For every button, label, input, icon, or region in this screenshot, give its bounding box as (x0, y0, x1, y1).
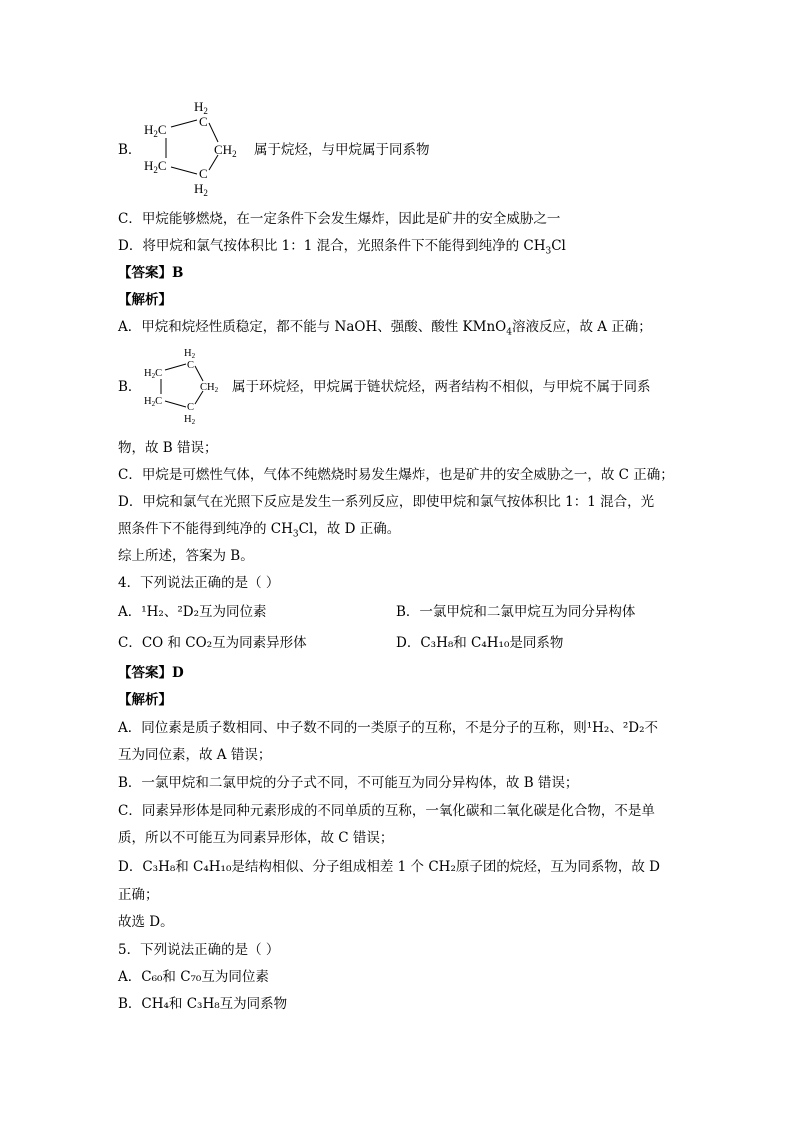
cyclopentane-structure-1 (142, 96, 252, 200)
analysis-2-c-line1: C．同素异形体是同种元素形成的不同单质的互称，一氧化碳和二氧化碳是化合物，不是单 (118, 803, 655, 819)
analysis-2-b: B．一氯甲烷和二氯甲烷的分子式不同，不可能互为同分异构体，故 B 错误； (118, 775, 579, 791)
atom-ch2-right: $CH_2$ (214, 142, 237, 159)
analysis-2-d-line2: 正确； (118, 887, 159, 903)
cyclopentane-structure-2 (142, 344, 232, 426)
analysis-1-b-cont: 物，故 B 错误； (118, 440, 218, 456)
option-b-label: B． (118, 142, 142, 158)
q4-option-b: B．一氯甲烷和二氯甲烷互为同分异构体 (396, 604, 636, 620)
atom-h2c-left-lower: $H_2C$ (144, 158, 167, 175)
analysis-2-d-line1: D．C₃H₈和 C₄H₁₀是结构相似、分子组成相差 1 个 CH₂原子团的烷烃，互为同系物，故 D (118, 859, 660, 875)
analysis-1-d-line1: D．甲烷和氯气在光照下反应是发生一系列反应，即使甲烷和氯气按体积比 1：1 混合，光 (118, 494, 655, 510)
q4-option-a: A．¹H₂、²D₂互为同位素 (118, 604, 267, 620)
atom-h2-top: $H_2$ (194, 99, 208, 116)
analysis-heading-1: 【解析】 (118, 292, 172, 308)
atom2-h2-bottom: H2 (184, 414, 196, 426)
analysis-1-c: C．甲烷是可燃性气体，气体不纯燃烧时易发生爆炸，也是矿井的安全威胁之一，故 C 正确； (118, 467, 674, 483)
atom2-h2c-left-upper: H2C (144, 368, 163, 380)
summary-2: 故选 D。 (118, 914, 174, 930)
atom2-h2-top: H2 (184, 348, 196, 360)
analysis-2-c-line2: 质，所以不可能互为同素异形体，故 C 错误； (118, 830, 394, 846)
answer-2: 【答案】D (118, 665, 184, 681)
atom-h2-bottom: $H_2$ (194, 181, 208, 198)
analysis-1-b-text: 属于环烷烃，甲烷属于链状烷烃，两者结构不相似，与甲烷不属于同系 (232, 379, 651, 395)
atom-c-bottom: C (199, 166, 208, 181)
atom2-ch2-right: CH2 (200, 382, 219, 394)
analysis-1-d-line2: 照条件下不能得到纯净的 $CH_3Cl$，故 D 正确。 (118, 521, 401, 540)
analysis-1-a: A．甲烷和烷烃性质稳定，都不能与 NaOH、强酸、酸性 KMnO$_4$溶液反应，故 A 正确； (118, 319, 652, 338)
question-4: 4．下列说法正确的是（ ） (118, 575, 280, 591)
option-d: D．将甲烷和氯气按体积比 1：1 混合，光照条件下不能得到纯净的 $CH_3Cl$ (118, 238, 566, 257)
q5-option-b: B．CH₄和 C₃H₈互为同系物 (118, 996, 288, 1012)
q4-option-c: C．CO 和 CO₂互为同素异形体 (118, 635, 307, 651)
analysis-heading-2: 【解析】 (118, 692, 172, 708)
option-c: C．甲烷能够燃烧，在一定条件下会发生爆炸，因此是矿井的安全威胁之一 (118, 211, 561, 227)
q4-option-d: D．C₃H₈和 C₄H₁₀是同系物 (396, 635, 564, 651)
atom2-c-bottom: C (187, 402, 195, 413)
analysis-1-b-label: B． (118, 379, 142, 395)
atom2-h2c-left-lower: H2C (144, 396, 163, 408)
option-b-text: 属于烷烃，与甲烷属于同系物 (254, 142, 430, 158)
question-5: 5．下列说法正确的是（ ） (118, 942, 280, 958)
atom-h2c-left-upper: $H_2C$ (144, 122, 167, 139)
answer-1: 【答案】B (118, 265, 184, 281)
summary-1: 综上所述，答案为 B。 (118, 548, 254, 564)
q5-option-a: A．C₆₀和 C₇₀互为同位素 (118, 969, 269, 985)
atom-c-top: C (199, 114, 208, 129)
analysis-2-a-line1: A．同位素是质子数相同、中子数不同的一类原子的互称，不是分子的互称，则¹H₂、²D₂不 (118, 720, 658, 736)
atom2-c-top: C (187, 360, 195, 371)
analysis-2-a-line2: 互为同位素，故 A 错误； (118, 747, 272, 763)
